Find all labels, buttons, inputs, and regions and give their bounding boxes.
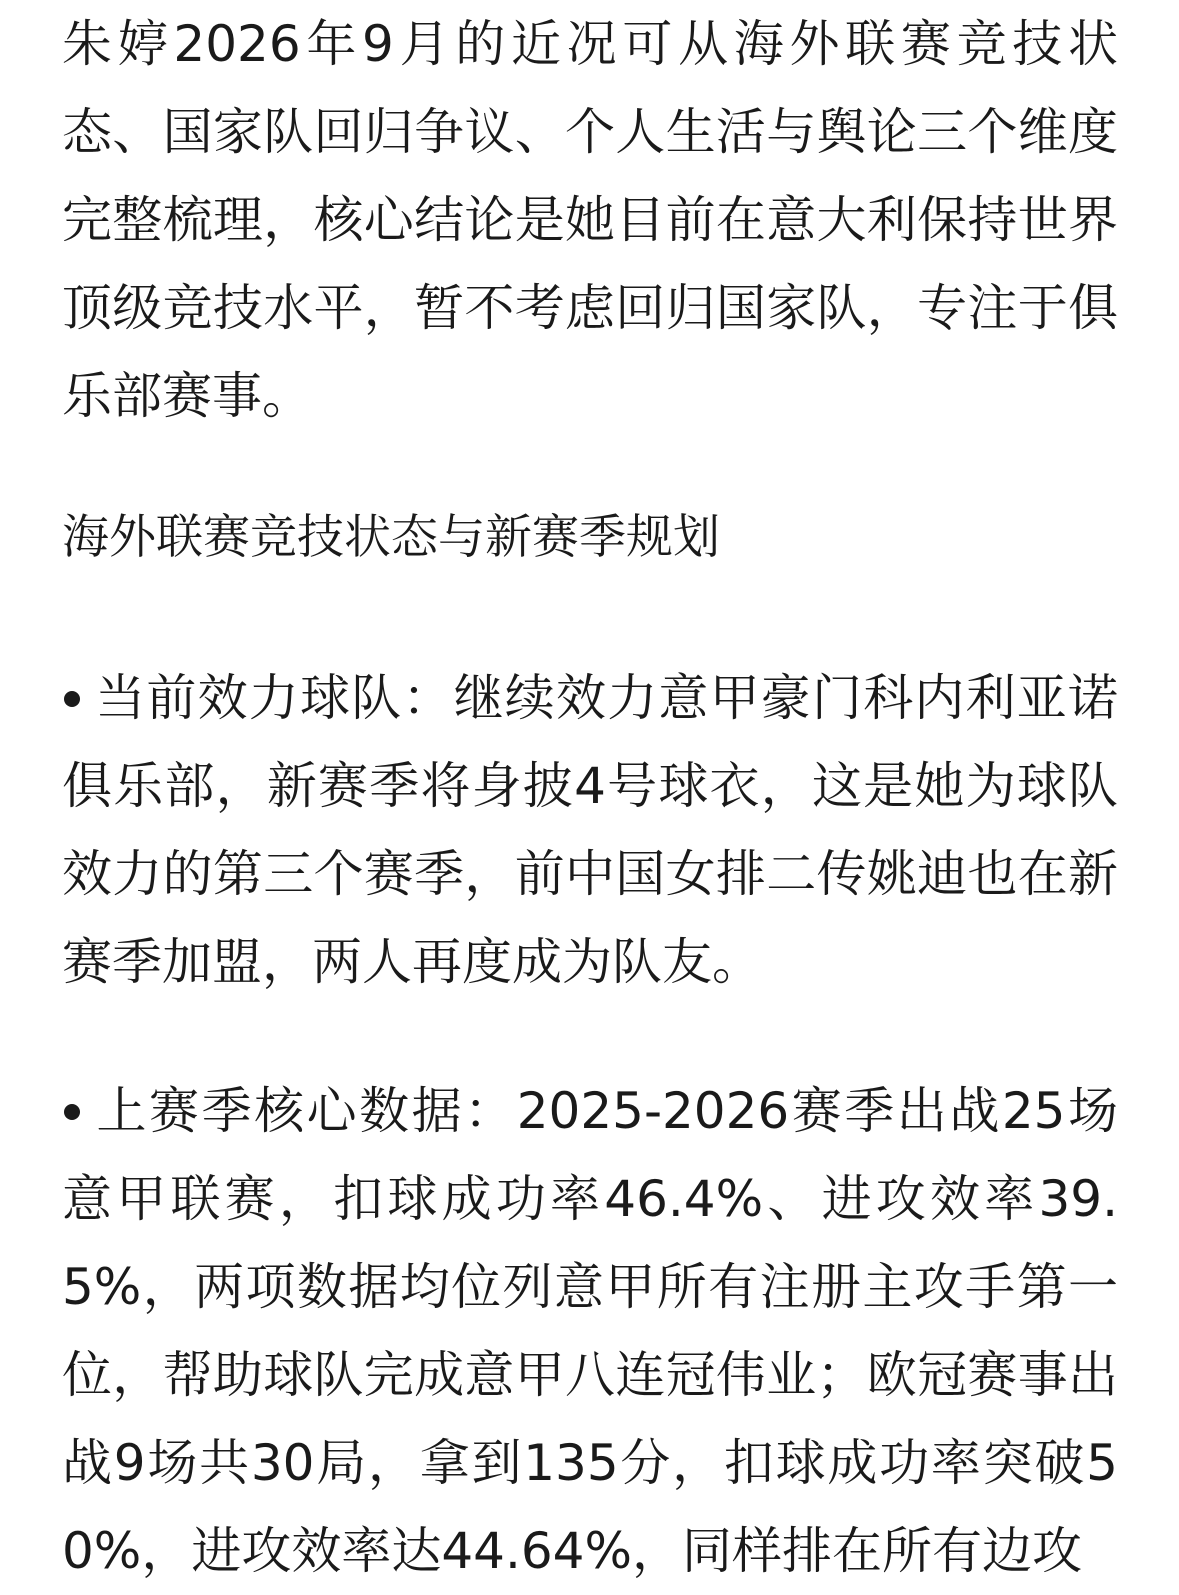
intro-paragraph: 朱婷2026年9月的近况可从海外联赛竞技状态、国家队回归争议、个人生活与舆论三个维度完整梳理，核心结论是她目前在意大利保持世界顶级竞技水平，暂不考虑回归国家队，专注于俱乐部赛事。 xyxy=(62,15,1118,425)
bullet-item xyxy=(62,654,1118,1006)
bullet-dot-icon xyxy=(64,691,80,707)
bullet-item xyxy=(62,1067,1118,1595)
bullet-dot-icon xyxy=(64,1104,80,1120)
bullet-text: 当前效力球队：继续效力意甲豪门科内利亚诺俱乐部，新赛季将身披4号球衣，这是她为球队效力的第三个赛季，前中国女排二传姚迪也在新赛季加盟，两人再度成为队友。 xyxy=(62,669,1118,991)
section-heading: 海外联赛竞技状态与新赛季规划 xyxy=(62,510,720,565)
bullet-text: 上赛季核心数据：2025-2026赛季出战25场意甲联赛，扣球成功率46.4%、进攻效率39.5%，两项数据均位列意甲所有注册主攻手第一位，帮助球队完成意甲八连冠伟业；欧冠赛事出战9场共30局，拿到135分，扣球成功率突破50%，进攻效率达44.64%，同样排在所有边攻 xyxy=(62,1082,1118,1580)
